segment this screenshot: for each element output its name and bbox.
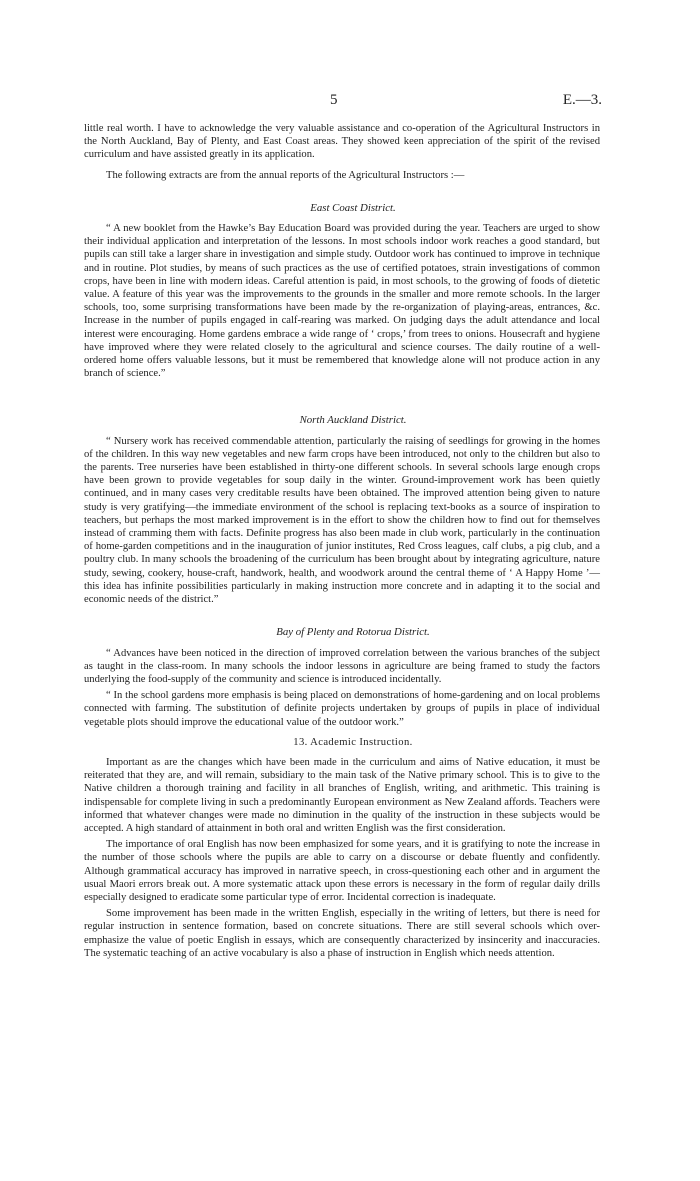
bay-of-plenty-heading: Bay of Plenty and Rotorua District. [276, 626, 430, 639]
academic-paragraph-1: Important as are the changes which have been made in the curriculum and aims of Native education, it must be reiterated that they are, and will remain, subsidiary to the main task of the Native primary school. This is to give to the Native children a thorough training and facility in all branches of English, writing, and arithmetic. This training is indispensable for complete living in such a predominantly European environment as New Zealand affords. Teachers were informed that whatever changes were made no diminution in the quality of the instruction in these subjects would be accepted. A high standard of attainment in both oral and written English was the first consideration. [84, 756, 600, 834]
east-coast-heading: East Coast District. [310, 201, 396, 214]
page-number: 5 [330, 92, 338, 108]
east-coast-paragraph: “ A new booklet from the Hawke’s Bay Education Board was provided during the year. Teachers are urged to show their individual application and interpretation of the lessons. In most schools indoor work reaches a good standard, but pupils can still take a larger share in investigation and simple study. Outdoor work has continued to improve in technique and in routine. Plot studies, by means of such practices as the use of certified potatoes, strain investigations of common crops, have been in line with modern ideas. Careful attention is paid, in most schools, to the growing of foods of dietetic value. A feature of this year was the improvements to the grounds in the smaller and more remote schools. In the larger schools, too, some surprising transformations have been made by the re-organization of playing-areas, entrances, &c. Increase in the number of pupils engaged in calf-rearing was marked. On judging days the adult attendance and local interest were encouraging. Home gardens embrace a wide range of ‘ crops,’ from trees to onions. Housecraft and hygiene have improved where they were related closely to the agricultural and science courses. The daily routine of a well-ordered home offers valuable lessons, but it must be remembered that knowledge alone will not produce action in any branch of science.” [84, 223, 600, 380]
academic-instruction-heading: 13. Academic Instruction. [293, 736, 413, 748]
intro-paragraph: little real worth. I have to acknowledge the very valuable assistance and co-operation of the Agricultural Instructors in the North Auckland, Bay of Plenty, and East Coast areas. They showed keen appreciation of the spirit of the revised curriculum and have assisted greatly in its application. [84, 123, 600, 161]
north-auckland-paragraph: “ Nursery work has received commendable attention, particularly the raising of seedlings for growing in the homes of the children. In this way new vegetables and new farm crops have been introduced, not only to the children but also to the parents. Tree nurseries have been established in thirty-one different schools. In several schools large enough crops have been grown to provide vegetables for soup daily in the winter. Ground-improvement work has been quietly continued, and in many cases very creditable results have been obtained. The improved attention being given to nature study is very gratifying—the immediate environment of the school is replacing text-books as a source of inspiration to teachers, but perhaps the most marked improvement is in the effort to show the children how to find out for themselves instead of cramming them with facts. Definite progress has also been made in club work, particularly in the continuation of home-garden competitions and in the inauguration of junior institutes, Red Cross leagues, calf clubs, a pig club, and a poultry club. In many schools the broadening of the curriculum has been brought about by integrating agriculture, nature study, sewing, cookery, house-craft, handwork, health, and woodwork around the central theme of ‘ A Happy Home ’—this idea has infinite possibilities particularly in making instruction more concrete and in adapting it to the social and economic needs of the district.” [84, 435, 600, 606]
bay-of-plenty-paragraph-2: “ In the school gardens more emphasis is being placed on demonstrations of home-gardening and on local problems connected with farming. The substitution of definite projects undertaken by groups of pupils in place of individual vegetable plots should improve the educational value of the outdoor work.” [84, 690, 600, 728]
page-reference: E.—3. [562, 92, 602, 108]
bay-of-plenty-paragraph-1: “ Advances have been noticed in the direction of improved correlation between the various branches of the subject as taught in the class-room. In many schools the indoor lessons in agriculture are being framed to study the factors underlying the food-supply of the community and science is introduced incidentally. [84, 647, 600, 685]
academic-paragraph-3: Some improvement has been made in the written English, especially in the writing of letters, but there is need for regular instruction in sentence formation, based on concrete situations. There are still several schools which over-emphasize the value of poetic English in essays, which are consequently characterized by insincerity and inaccuracies. The systematic teaching of an active vocabulary is also a phase of instruction in English which needs attention. [84, 908, 600, 959]
extracts-intro-paragraph: The following extracts are from the annual reports of the Agricultural Instructors :— [106, 169, 465, 181]
north-auckland-heading: North Auckland District. [299, 414, 407, 427]
document-body [84, 122, 600, 960]
page-header [0, 92, 700, 114]
academic-paragraph-2: The importance of oral English has now been emphasized for some years, and it is gratifying to note the increase in the number of those schools where the pupils are able to carry on a discourse or debate fluently and confidently. Although grammatical accuracy has improved in narrative speech, in cross-questioning each other and in argument the usual Maori errors break out. A more systematic attack upon these errors is necessary in the form of regular daily drills especially designed to eradicate some particular type of error. Incidental correction is inadequate. [84, 839, 600, 903]
